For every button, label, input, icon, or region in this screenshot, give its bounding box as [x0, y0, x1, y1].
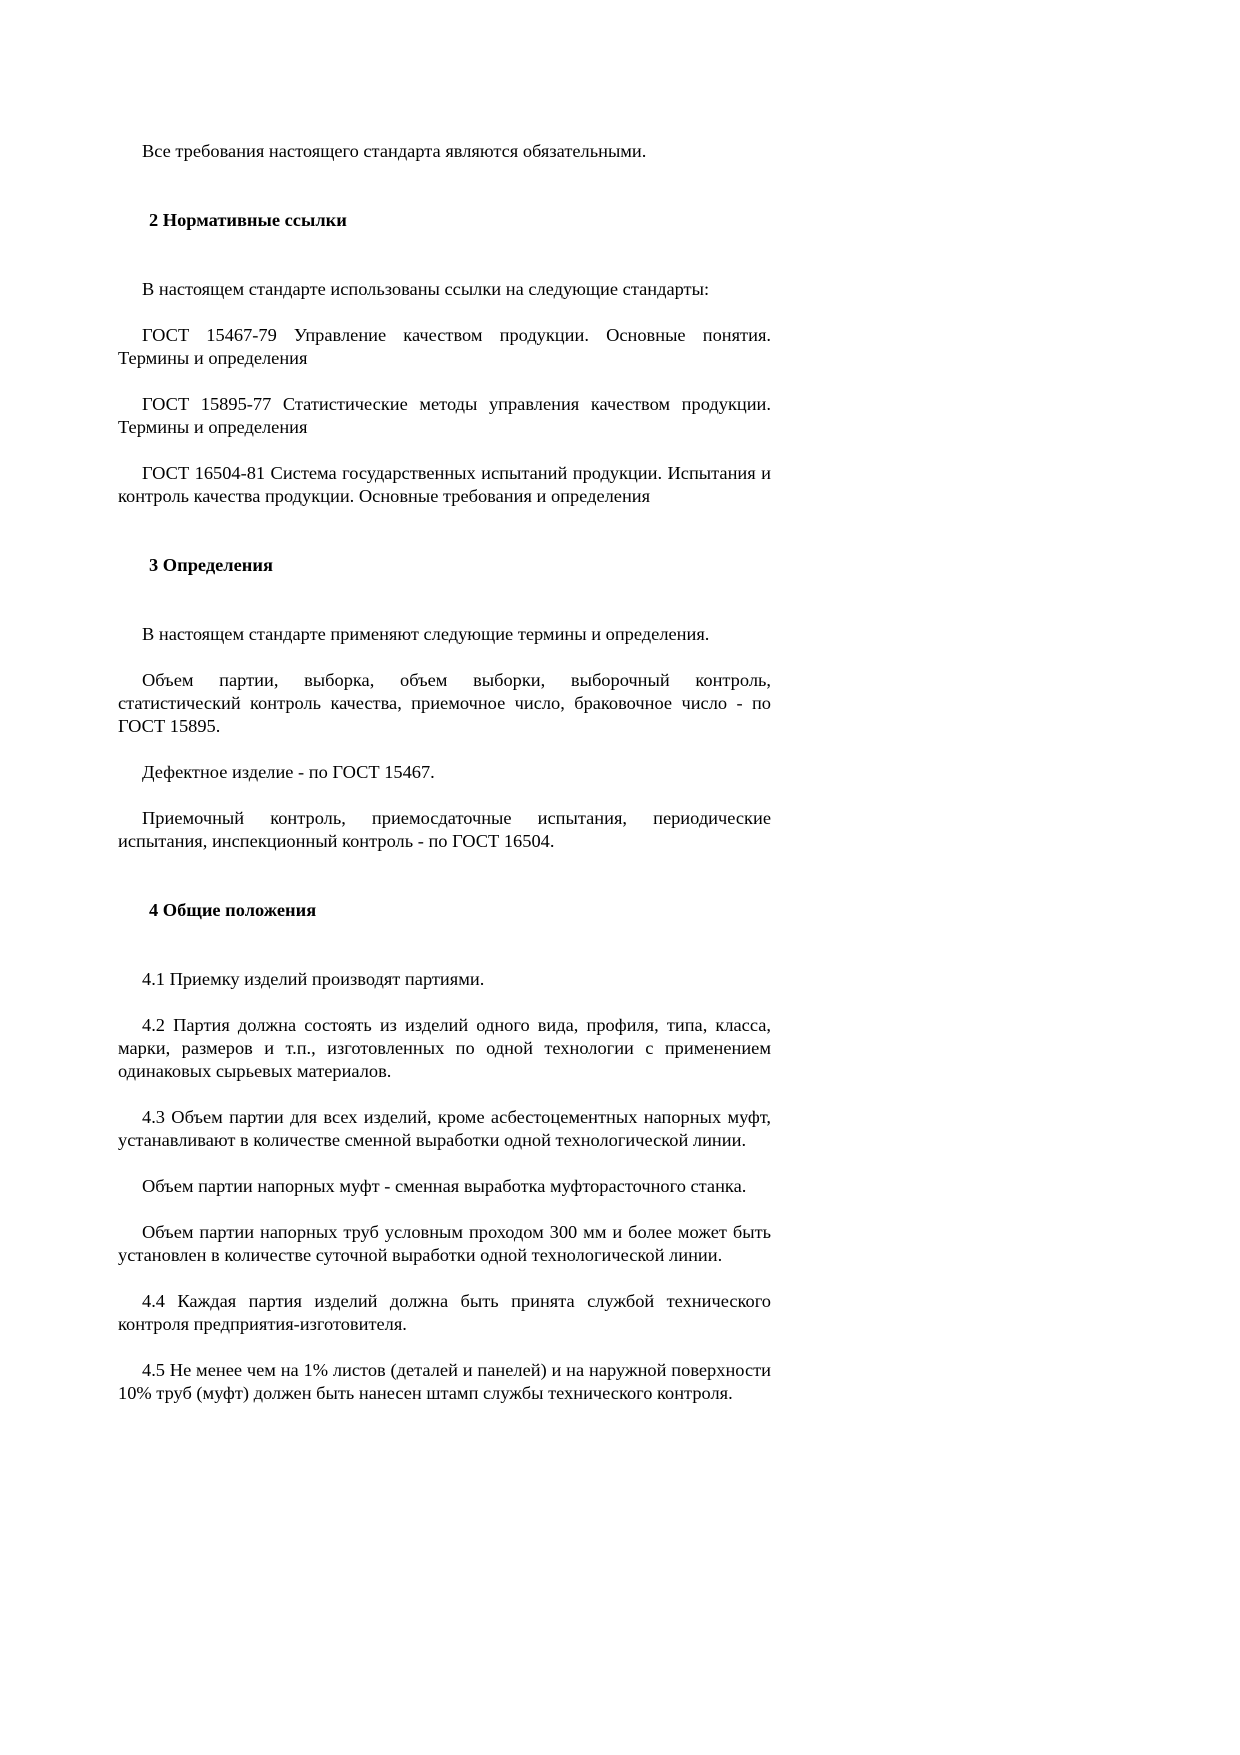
- paragraph: Дефектное изделие - по ГОСТ 15467.: [142, 762, 435, 782]
- paragraph: Объем партии, выборка, объем выборки, выборочный контроль, статистический контроль качества, приемочное число, браковочное число - по ГОСТ 15895.: [118, 670, 771, 736]
- paragraph: Объем партии напорных муфт - сменная выработка муфторасточного станка.: [142, 1176, 747, 1196]
- section-heading: 2 Нормативные ссылки: [149, 210, 347, 230]
- document-page: [118, 140, 771, 1428]
- section-heading: 4 Общие положения: [149, 900, 317, 920]
- paragraph: ГОСТ 15895-77 Статистические методы управления качеством продукции. Термины и определения: [118, 394, 771, 437]
- section-normative-references: [118, 209, 771, 508]
- paragraph: Объем партии напорных труб условным проходом 300 мм и более может быть установлен в количестве суточной выработки одной технологической линии.: [118, 1222, 771, 1265]
- paragraph: 4.3 Объем партии для всех изделий, кроме асбестоцементных напорных муфт, устанавливают в количестве сменной выработки одной технологической линии.: [118, 1107, 771, 1150]
- paragraph: 4.4 Каждая партия изделий должна быть принята службой технического контроля предприятия-изготовителя.: [118, 1291, 771, 1334]
- section-general-provisions: [118, 899, 771, 1405]
- paragraph: ГОСТ 16504-81 Система государственных испытаний продукции. Испытания и контроль качества продукции. Основные требования и определения: [118, 463, 771, 506]
- paragraph: ГОСТ 15467-79 Управление качеством продукции. Основные понятия. Термины и определения: [118, 325, 771, 368]
- section-definitions: [118, 554, 771, 853]
- paragraph: 4.1 Приемку изделий производят партиями.: [142, 969, 485, 989]
- paragraph: 4.5 Не менее чем на 1% листов (деталей и панелей) и на наружной поверхности 10% труб (муфт) должен быть нанесен штамп службы технического контроля.: [118, 1360, 771, 1403]
- paragraph: В настоящем стандарте использованы ссылки на следующие стандарты:: [142, 279, 710, 299]
- intro-paragraph: Все требования настоящего стандарта являются обязательными.: [142, 141, 647, 161]
- paragraph: В настоящем стандарте применяют следующие термины и определения.: [142, 624, 710, 644]
- paragraph: Приемочный контроль, приемосдаточные испытания, периодические испытания, инспекционный контроль - по ГОСТ 16504.: [118, 808, 771, 851]
- paragraph: 4.2 Партия должна состоять из изделий одного вида, профиля, типа, класса, марки, размеров и т.п., изготовленных по одной технологии с применением одинаковых сырьевых материалов.: [118, 1015, 771, 1081]
- section-heading: 3 Определения: [149, 555, 273, 575]
